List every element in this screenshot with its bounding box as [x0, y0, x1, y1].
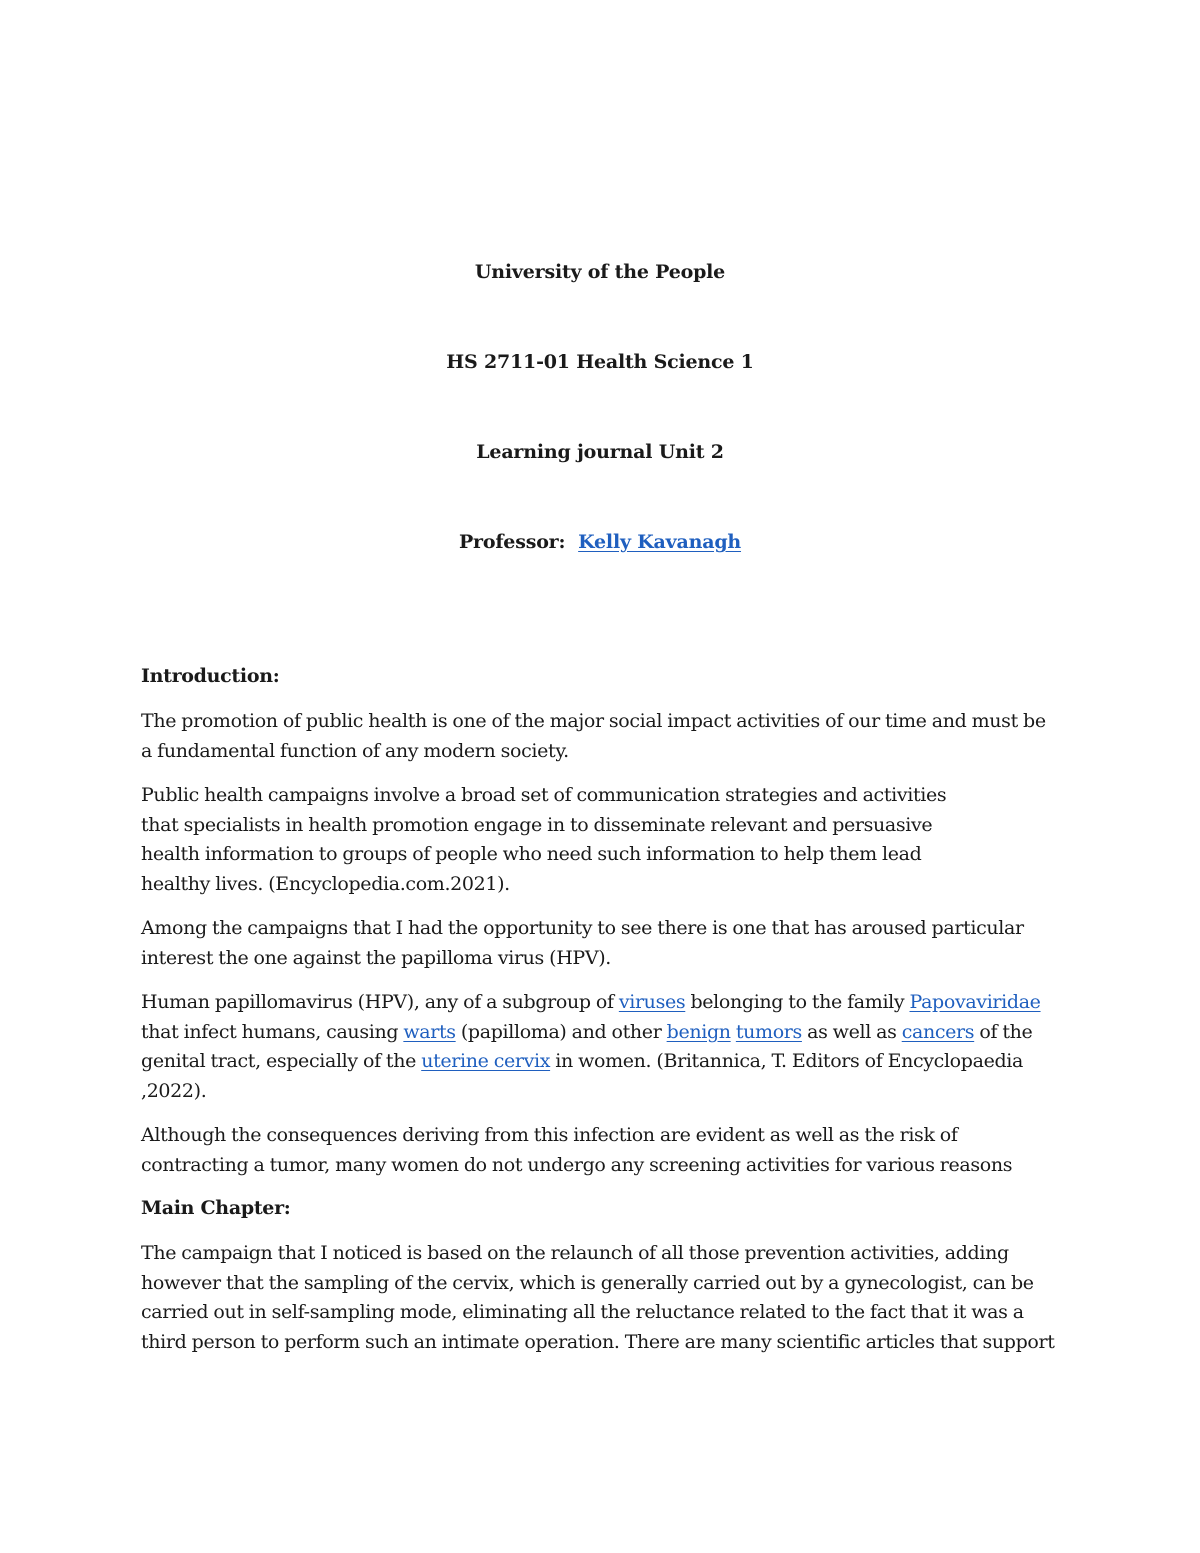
- link-warts[interactable]: warts: [403, 1020, 456, 1043]
- intro-paragraph-4: Human papillomavirus (HPV), any of a subgroup of viruses belonging to the family Papovaviridae that infect humans, causing warts (papilloma) and other benign tumors as well as cancers of the genital tract, especially of the uterine cervix in women. (Britannica, T. Editors of Encyclopaedia ,2022).: [141, 991, 1041, 1102]
- institution-title: University of the People: [474, 261, 726, 283]
- professor-label: Professor:: [458, 531, 566, 553]
- professor-name-link[interactable]: Kelly Kavanagh: [578, 531, 742, 553]
- link-uterine-cervix[interactable]: uterine cervix: [421, 1050, 551, 1072]
- link-viruses[interactable]: viruses: [618, 991, 686, 1013]
- assignment-title: Learning journal Unit 2: [476, 441, 724, 463]
- introduction-heading: Introduction:: [141, 665, 280, 687]
- main-chapter-heading: Main Chapter:: [141, 1197, 291, 1219]
- link-papovaviridae[interactable]: Papovaviridae: [909, 991, 1041, 1013]
- link-cancers[interactable]: cancers: [901, 1020, 975, 1043]
- intro-paragraph-2: Public health campaigns involve a broad set of communication strategies and activities that specialists in health promotion engage in to disseminate relevant and persuasive health information to groups of people who need such information to help them lead healthy lives. (Encyclopedia.com.2021).: [141, 784, 947, 895]
- course-title: HS 2711-01 Health Science 1: [446, 351, 754, 373]
- link-benign[interactable]: benign: [666, 1020, 731, 1043]
- link-tumors[interactable]: tumors: [735, 1020, 802, 1043]
- main-paragraph-1: The campaign that I noticed is based on the relaunch of all those prevention activities, adding however that the sampling of the cervix, which is generally carried out by a gynecologist, can be carried out in self-sampling mode, eliminating all the reluctance related to the fact that it was a third person to perform such an intimate operation. There are many scientific articles that support: [141, 1242, 1055, 1353]
- intro-paragraph-5: Although the consequences deriving from this infection are evident as well as the risk of contracting a tumor, many women do not undergo any screening activities for various reasons: [141, 1124, 1013, 1176]
- professor-line: [0, 531, 1200, 553]
- intro-paragraph-1: The promotion of public health is one of the major social impact activities of our time and must be a fundamental function of any modern society.: [141, 710, 1046, 762]
- intro-paragraph-3: Among the campaigns that I had the opportunity to see there is one that has aroused particular interest the one against the papilloma virus (HPV).: [141, 917, 1024, 969]
